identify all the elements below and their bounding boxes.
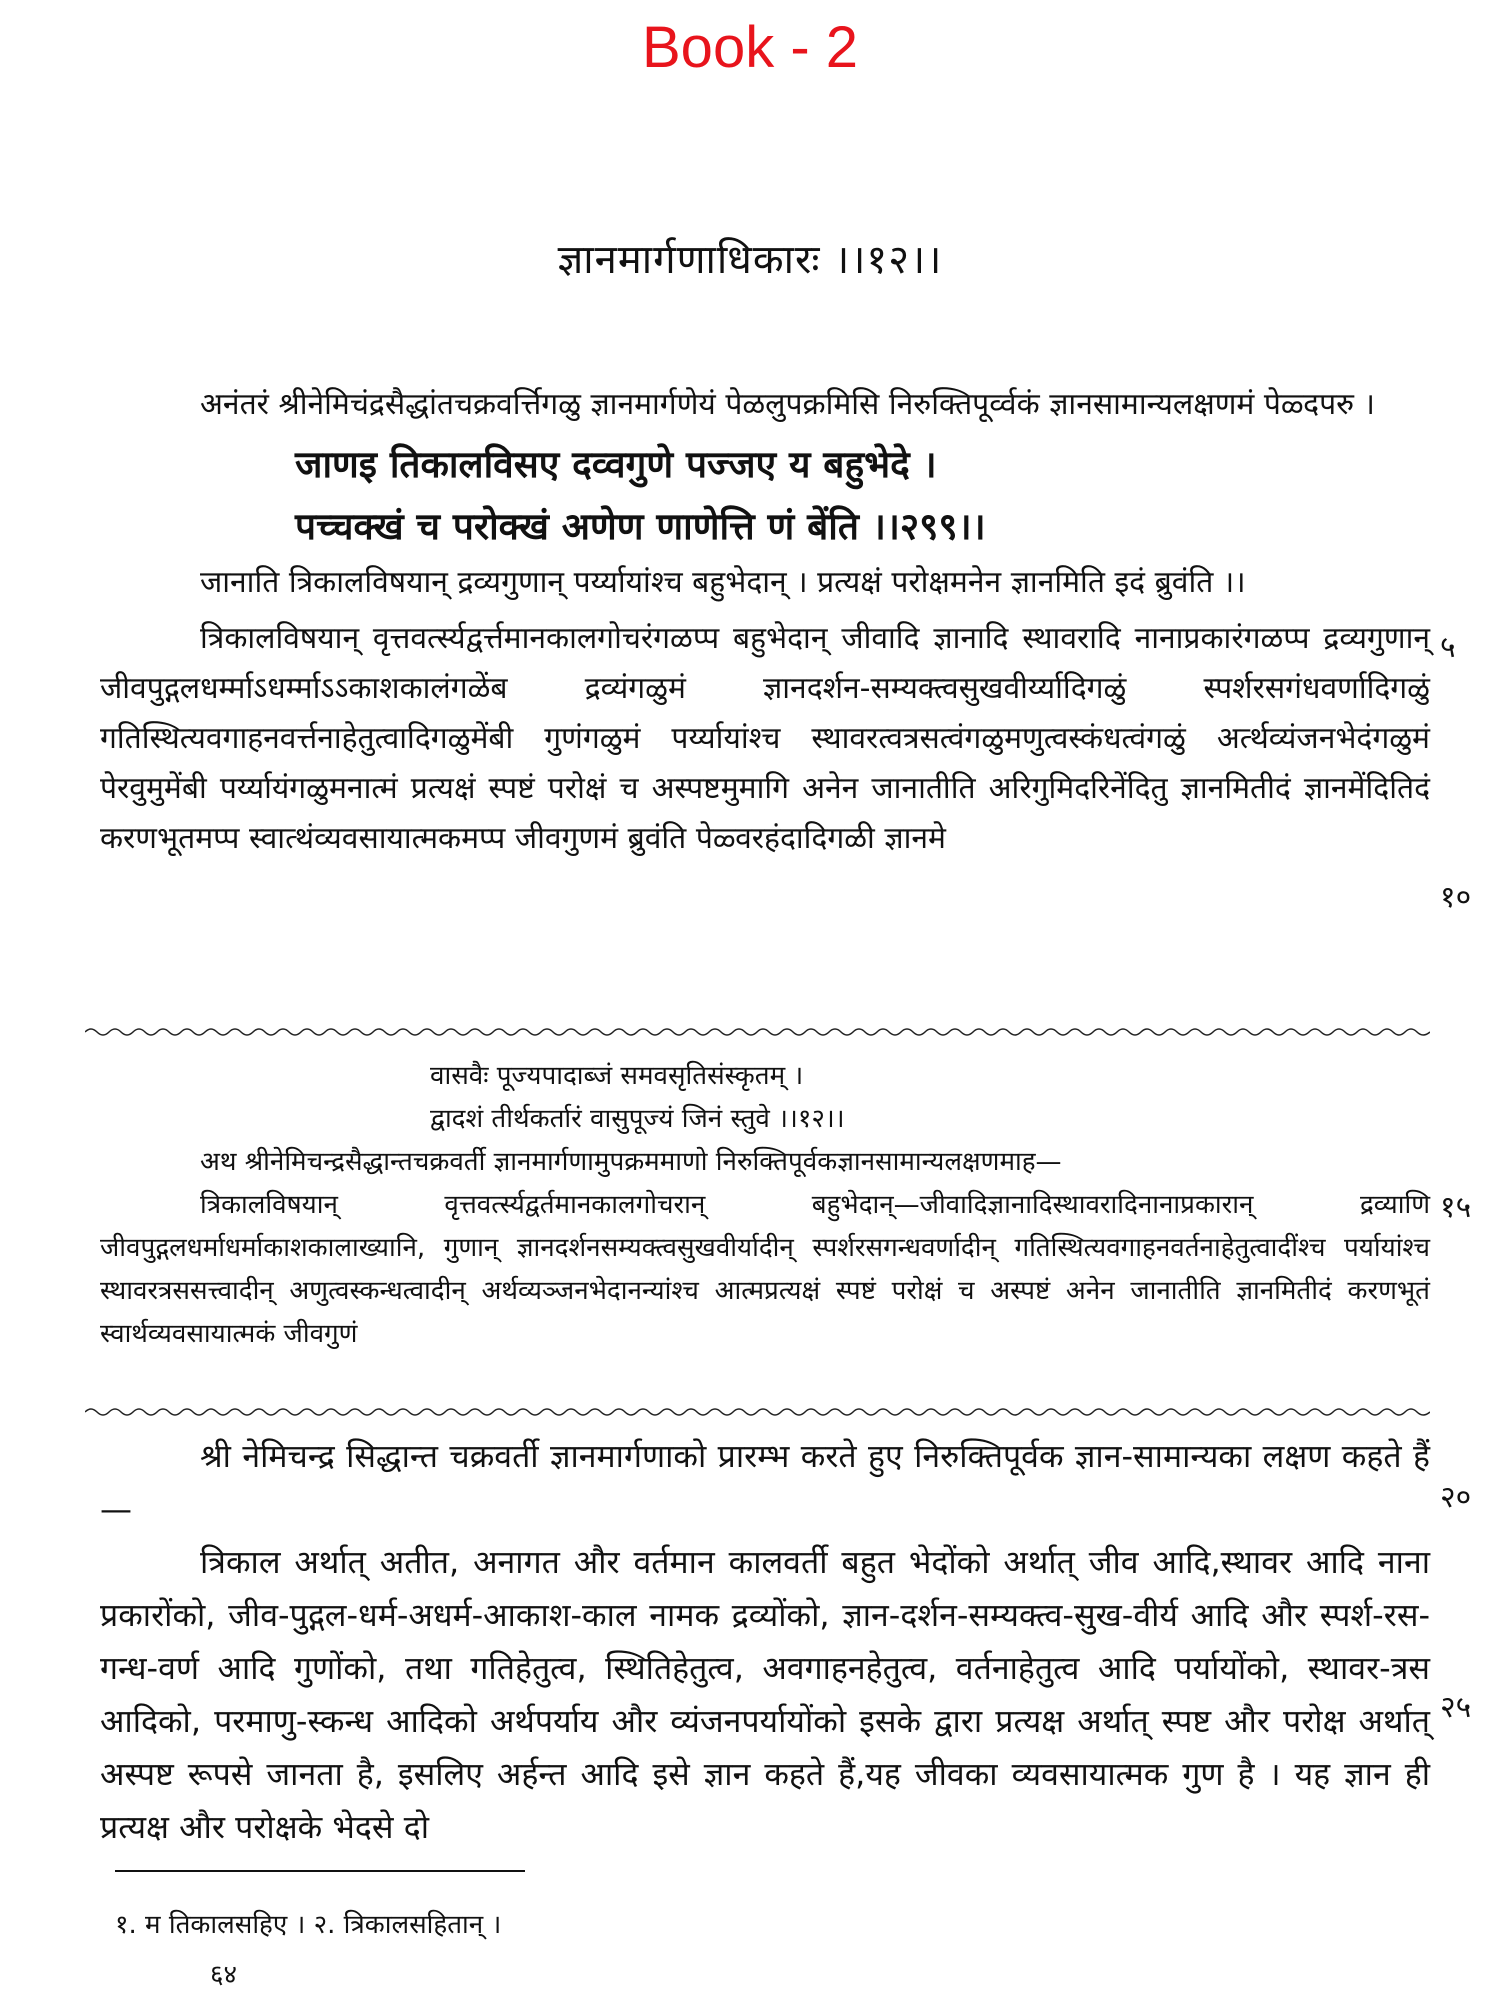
kannada-intro: अनंतरं श्रीनेमिचंद्रसैद्धांतचक्रवर्त्तिगळु ज्ञानमार्गणेयं पेळलुपक्रमिसि निरुक्तिपूर्व्वकं ज्ञानसामान्यलक्षणमं पेळ्दपरु ।	[200, 387, 1375, 422]
book-label: Book - 2	[642, 15, 858, 80]
chapter-title: ज्ञानमार्गणाधिकारः ।।१२।।	[557, 237, 943, 283]
verse-line-1: जाणइ तिकालविसए दव्वगुणे पज्जए य बहुभेदे ।	[295, 443, 937, 486]
margin-line-number: ५	[1440, 630, 1456, 665]
hindi-section	[100, 1430, 1430, 1854]
sanskrit-chaya: जानाति त्रिकालविषयान् द्रव्यगुणान् पर्य्यायांश्च बहुभेदान् । प्रत्यक्षं परोक्षमनेन ज्ञानमिति इदं ब्रुवंति ।।	[200, 565, 1246, 600]
page-number: ६४	[210, 1960, 238, 1990]
kannada-commentary: त्रिकालविषयान् वृत्तवर्त्स्यद्वर्त्तमानकालगोचरंगळप्प बहुभेदान् जीवादि ज्ञानादि स्थावरादि नानाप्रकारंगळप्प द्रव्यगुणान् जीवपुद्गलधर्म्माऽधर्म्माऽऽकाशकालंगळेंब द्रव्यंगळुमं ज्ञानदर्शन-सम्यक्त्वसुखवीर्य्यादिगळुं स्पर्शरसगंधवर्णादिगळुं गतिस्थित्यवगाहनवर्त्तनाहेतुत्वादिगळुमेंबी गुणंगळुमं पर्य्यायांश्च स्थावरत्वत्रसत्वंगळुमणुत्वस्कंधत्वंगळुं अर्त्थव्यंजनभेदंगळुमं पेरवुमुमेंबी पर्य्यायंगळुमनात्मं प्रत्यक्षं स्पष्टं परोक्षं च अस्पष्टमुमागि अनेन जानातीति अरिगुमिदरिनेंदितु ज्ञानमितीदं ज्ञानमेंदितिदं करणभूतमप्प स्वात्थंव्यवसायात्मकमप्प जीवगुणमं ब्रुवंति पेळ्वरहंदादिगळी ज्ञानमे	[100, 621, 1430, 856]
mangala-line-1: वासवैः पूज्यपादाब्जं समवसृतिसंस्कृतम् ।	[430, 1061, 804, 1091]
footnote: १. म तिकालसहिए । २. त्रिकालसहितान् ।	[115, 1910, 502, 1940]
verse-line-2: पच्चक्खं च परोक्खं अणेण णाणेत्ति णं बेंति ।।२९९।।	[295, 505, 986, 548]
sanskrit-intro: अथ श्रीनेमिचन्द्रसैद्धान्तचक्रवर्ती ज्ञानमार्गणामुपक्रममाणो निरुक्तिपूर्वकज्ञानसामान्यलक्षणमाह—	[200, 1147, 1062, 1177]
wavy-divider-2	[85, 1405, 1430, 1419]
margin-line-number: १०	[1440, 880, 1472, 915]
margin-line-number: २५	[1440, 1690, 1472, 1725]
hindi-body: त्रिकाल अर्थात् अतीत, अनागत और वर्तमान कालवर्ती बहुत भेदोंको अर्थात् जीव आदि,स्थावर आदि नाना प्रकारोंको, जीव-पुद्गल-धर्म-अधर्म-आकाश-काल नामक द्रव्योंको, ज्ञान-दर्शन-सम्यक्त्व-सुख-वीर्य आदि और स्पर्श-रस-गन्ध-वर्ण आदि गुणोंको, तथा गतिहेतुत्व, स्थितिहेतुत्व, अवगाहनहेतुत्व, वर्तनाहेतुत्व आदि पर्यायोंको, स्थावर-त्रस आदिको, परमाणु-स्कन्ध आदिको अर्थपर्याय और व्यंजनपर्यायोंको इसके द्वारा प्रत्यक्ष अर्थात् स्पष्ट और परोक्ष अर्थात् अस्पष्ट रूपसे जानता है, इसलिए अर्हन्त आदि इसे ज्ञान कहते हैं,यह जीवका व्यवसायात्मक गुण है । यह ज्ञान ही प्रत्यक्ष और परोक्षके भेदसे दो	[100, 1543, 1430, 1846]
mangala-line-2: द्वादशं तीर्थकर्तारं वासुपूज्यं जिनं स्तुवे ।।१२।।	[430, 1104, 845, 1134]
sanskrit-section	[100, 1055, 1430, 1356]
wavy-divider	[85, 1025, 1430, 1039]
kannada-section	[100, 380, 1430, 864]
sanskrit-commentary: त्रिकालविषयान् वृत्तवर्त्स्यद्वर्तमानकालगोचरान् बहुभेदान्—जीवादिज्ञानादिस्थावरादिनानाप्रकारान् द्रव्याणि जीवपुद्गलधर्माधर्माकाशकालाख्यानि, गुणान् ज्ञानदर्शनसम्यक्त्वसुखवीर्यादीन् स्पर्शरसगन्धवर्णादीन् गतिस्थित्यवगाहनवर्तनाहेतुत्वादींश्च पर्यायांश्च स्थावरत्रससत्त्वादीन् अणुत्वस्कन्धत्वादीन् अर्थव्यञ्जनभेदानन्यांश्च आत्मप्रत्यक्षं स्पष्टं परोक्षं च अस्पष्टं अनेन जानातीति ज्ञानमितीदं करणभूतं स्वार्थव्यवसायात्मकं जीवगुणं	[100, 1190, 1430, 1349]
footnote-rule	[115, 1870, 525, 1872]
hindi-intro: श्री नेमिचन्द्र सिद्धान्त चक्रवर्ती ज्ञानमार्गणाको प्रारम्भ करते हुए निरुक्तिपूर्वक ज्ञान-सामान्यका लक्षण कहते हैं—	[100, 1437, 1430, 1528]
margin-line-number: १५	[1440, 1190, 1472, 1225]
margin-line-number: २०	[1440, 1480, 1472, 1515]
